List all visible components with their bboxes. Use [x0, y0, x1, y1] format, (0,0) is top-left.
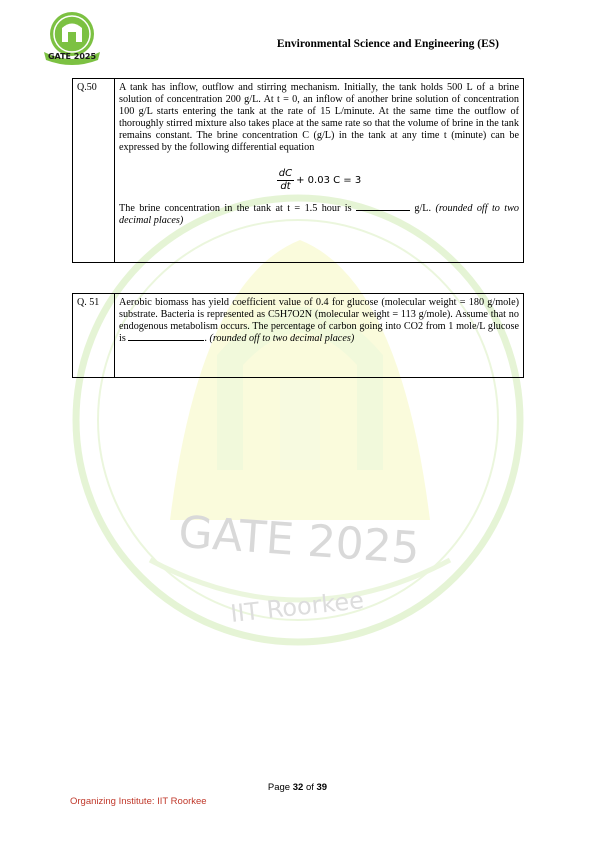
exam-paper-title: Environmental Science and Engineering (ES) [276, 38, 499, 50]
question-body [115, 294, 523, 377]
logo-text: GATE 2025 [47, 52, 97, 61]
question-text: A tank has inflow, outflow and stirring mechanism. Initially, the tank holds 500 L of a brine solution of concentration 200 g/L. At t = 0, an inflow of another brine solution of concentration 100 g/L starts entering the tank at the rate of 15 L/minute. At the same time the outflow of thoroughly stirred mixture also takes place at the same rate so that the volume of brine in the tank remains constant. The brine concentration C (g/L) in the tank at any time t (minute) can be expressed by the following differential equation [119, 82, 519, 153]
question-number: Q. 51 [73, 294, 115, 377]
rounding-note: (rounded off to two decimal places) [209, 333, 355, 344]
page-total: 39 [316, 782, 328, 793]
answer-prefix: The brine concentration in the tank at t = 1.5 hour is [119, 203, 356, 214]
eq-numerator: dC [278, 168, 293, 179]
answer-line [119, 203, 519, 227]
page-current: 32 [292, 782, 304, 793]
answer-blank[interactable] [128, 340, 204, 341]
question-text [119, 297, 519, 345]
watermark-main: GATE 2025 [176, 506, 422, 575]
question-text-main: Aerobic biomass has yield coefficient value of 0.4 for glucose (molecular weight = 180 g/mole) substrate. Bacteria is represented as C5H7O2N (molecular weight = 113 g/mole). Assume that no endogenous metabolism occurs. The percentage of carbon going into CO2 from 1 mole/L glucose is [119, 297, 519, 344]
answer-dot: . [204, 333, 210, 344]
question-number: Q.50 [73, 79, 115, 262]
watermark-sub: IIT Roorkee [229, 586, 366, 628]
question-body [115, 79, 523, 262]
page-of: of [303, 782, 317, 793]
answer-blank[interactable] [356, 210, 410, 211]
organizing-institute: Organizing Institute: IIT Roorkee [70, 796, 207, 807]
eq-denominator: dt [280, 181, 291, 192]
eq-rest: + 0.03 C = 3 [296, 174, 362, 186]
question-50 [72, 78, 524, 263]
answer-unit: g/L. [409, 203, 432, 214]
page-prefix: Page [267, 782, 293, 793]
page-number [0, 782, 595, 793]
derivative-fraction [277, 168, 294, 193]
question-51 [72, 293, 524, 378]
gate-logo [40, 8, 104, 68]
rounding-note: (rounded off to two decimal places) [119, 203, 519, 226]
differential-equation [119, 168, 519, 193]
